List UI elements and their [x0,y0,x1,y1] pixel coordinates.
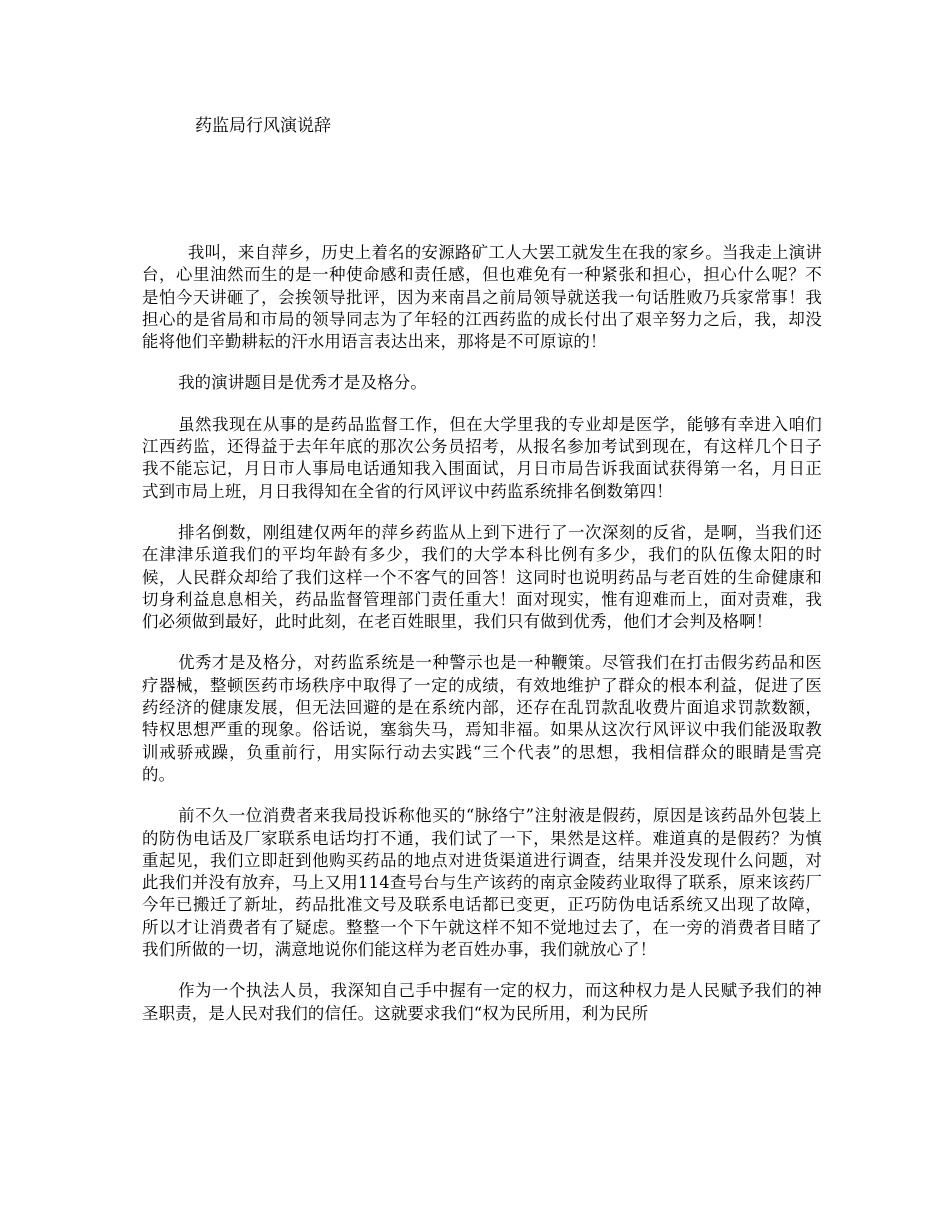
paragraph-background: 虽然我现在从事的是药品监督工作，但在大学里我的专业却是医学，能够有幸进入咱们江西药监，还得益于去年年底的那次公务员招考，从报名参加考试到现在，有这样几个日子我不能忘记，月日市人事局电话通知我入围面试，月日市局告诉我面试获得第一名，月日正式到市局上班，月日我得知在全省的行风评议中药监系统排名倒数第四！ [142,414,822,501]
paragraph-authority: 作为一个执法人员，我深知自己手中握有一定的权力，而这种权力是人民赋予我们的神圣职责，是人民对我们的信任。这就要求我们“权为民所用，利为民所 [142,981,822,1023]
paragraph-complaint-case: 前不久一位消费者来我局投诉称他买的“脉络宁”注射液是假药，原因是该药品外包装上的防伪电话及厂家联系电话均打不通，我们试了一下，果然是这样。难道真的是假药？为慎重起见，我们立即赶到他购买药品的地点对进货渠道进行调查，结果并没发现什么问题，对此我们并没有放弃，马上又用114查号台与生产该药的南京金陵药业取得了联系，原来该药厂今年已搬迁了新址，药品批准文号及联系电话都已变更，正巧防伪电话系统又出现了故障，所以才让消费者有了疑虑。整整一个下午就这样不知不觉地过去了，在一旁的消费者目睹了我们所做的一切，满意地说你们能这样为老百姓办事，我们就放心了！ [142,806,822,960]
paragraph-warning: 优秀才是及格分，对药监系统是一种警示也是一种鞭策。尽管我们在打击假劣药品和医疗器械，整顿医药市场秩序中取得了一定的成绩，有效地维护了群众的根本利益，促进了医药经济的健康发展，但无法回避的是在系统内部，还存在乱罚款乱收费片面追求罚款数额，特权思想严重的现象。俗话说，塞翁失马，焉知非福。如果从这次行风评议中我们能汲取教训戒骄戒躁，负重前行，用实际行动去实践“三个代表”的思想，我相信群众的眼睛是雪亮的。 [142,653,822,784]
paragraph-introduction: 我叫，来自萍乡，历史上着名的安源路矿工人大罢工就发生在我的家乡。当我走上演讲台，心里油然而生的是一种使命感和责任感，但也难免有一种紧张和担心，担心什么呢？不是怕今天讲砸了，会挨领导批评，因为来南昌之前局领导就送我一句话胜败乃兵家常事！我担心的是省局和市局的领导同志为了年轻的江西药监的成长付出了艰辛努力之后，我，却没能将他们辛勤耕耘的汗水用语言表达出来，那将是不可原谅的！ [142,243,822,352]
paragraph-speech-topic: 我的演讲题目是优秀才是及格分。 [178,373,427,393]
document-body [142,242,822,1044]
paragraph-reflection: 排名倒数，刚组建仅两年的萍乡药监从上到下进行了一次深刻的反省，是啊，当我们还在津津乐道我们的平均年龄有多少，我们的大学本科比例有多少，我们的队伍像太阳的时候，人民群众却给了我们这样一个不客气的回答！这同时也说明药品与老百姓的生命健康和切身利益息息相关，药品监督管理部门责任重大！面对现实，惟有迎难而上，面对责难，我们必须做到最好，此时此刻，在老百姓眼里，我们只有做到优秀，他们才会判及格啊！ [142,522,822,632]
document-title: 药监局行风演说辞 [195,116,331,136]
